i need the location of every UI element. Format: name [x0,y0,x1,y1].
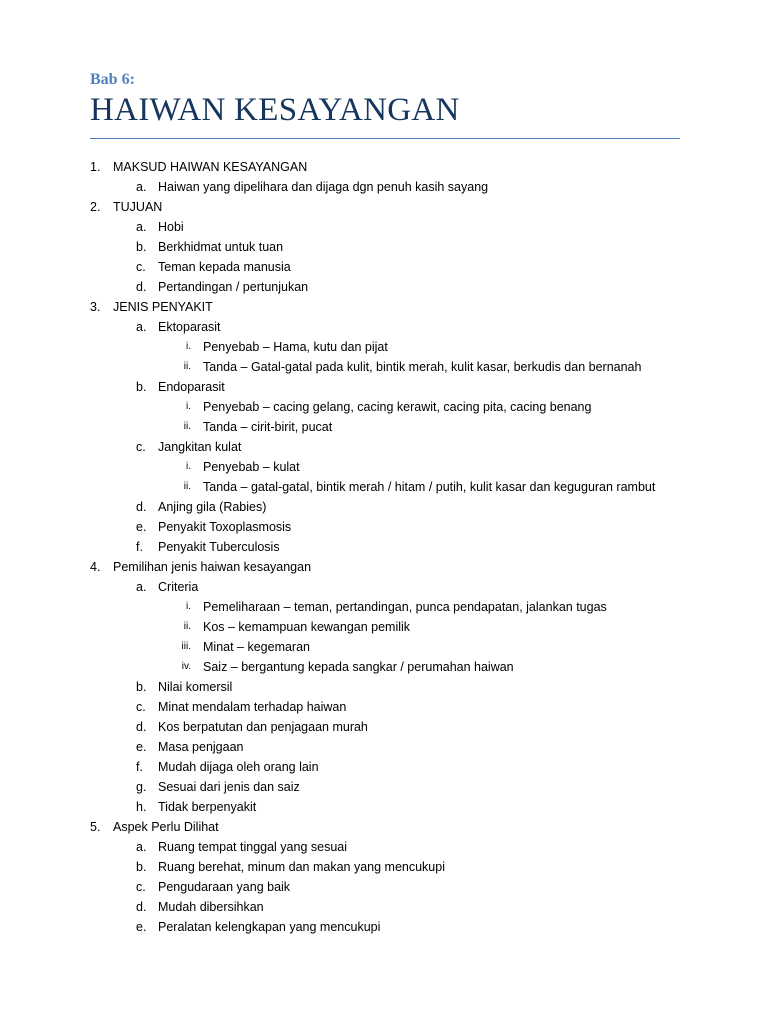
list-item [0,197,768,217]
list-item-text: Tanda – cirit-birit, pucat [203,420,333,434]
list-item-text: Sesuai dari jenis dan saiz [158,780,300,794]
list-marker: d. [136,500,147,514]
list-marker: ii. [183,621,191,632]
list-item [0,537,768,557]
list-marker: ii. [183,421,191,432]
list-marker: e. [136,520,147,534]
page-title: HAIWAN KESAYANGAN [90,92,460,128]
list-marker: d. [136,280,147,294]
list-item [0,677,768,697]
list-item-text: Mudah dijaga oleh orang lain [158,760,319,774]
list-item [0,437,768,457]
list-item-text: Nilai komersil [158,680,233,694]
list-item-text: Tanda – gatal-gatal, bintik merah / hitam / putih, kulit kasar dan keguguran rambut [203,480,656,494]
list-item-text: Endoparasit [158,380,225,394]
list-item-text: Saiz – bergantung kepada sangkar / perumahan haiwan [203,660,514,674]
list-marker: ii. [183,361,191,372]
list-marker: 5. [90,820,101,834]
list-marker: h. [136,800,147,814]
list-item-text: Anjing gila (Rabies) [158,500,267,514]
list-item [0,497,768,517]
list-marker: a. [136,320,147,334]
list-marker: a. [136,180,147,194]
list-item-text: Ruang berehat, minum dan makan yang mencukupi [158,860,445,874]
list-marker: d. [136,720,147,734]
list-marker: 4. [90,560,101,574]
list-item [0,757,768,777]
list-item [0,297,768,317]
list-marker: c. [136,440,146,454]
list-item [0,917,768,937]
list-marker: b. [136,380,147,394]
list-item [0,877,768,897]
list-item [0,217,768,237]
list-item [0,157,768,177]
list-item-text: Berkhidmat untuk tuan [158,240,284,254]
list-marker: b. [136,240,147,254]
list-item [0,237,768,257]
list-item-text: MAKSUD HAIWAN KESAYANGAN [113,160,308,174]
list-item-text: Ruang tempat tinggal yang sesuai [158,840,348,854]
list-item [0,777,768,797]
list-item-text: Penyebab – Hama, kutu dan pijat [203,340,388,354]
list-item [0,857,768,877]
list-item [0,457,768,477]
list-item [0,317,768,337]
list-item [0,337,768,357]
list-item-text: Mudah dibersihkan [158,900,264,914]
list-item [0,557,768,577]
list-marker: 2. [90,200,101,214]
list-marker: c. [136,700,146,714]
list-marker: a. [136,580,147,594]
list-item-text: Aspek Perlu Dilihat [113,820,219,834]
list-marker: c. [136,260,146,274]
list-marker: g. [136,780,147,794]
list-marker: b. [136,680,147,694]
list-item-text: Penyebab – cacing gelang, cacing kerawit, cacing pita, cacing benang [203,400,592,414]
outline-list [0,157,768,937]
list-marker: a. [136,220,147,234]
list-item [0,377,768,397]
list-item-text: Ektoparasit [158,320,221,334]
list-item-text: Teman kepada manusia [158,260,291,274]
list-item-text: JENIS PENYAKIT [113,300,213,314]
list-item [0,697,768,717]
list-marker: i. [186,401,191,412]
list-marker: ii. [183,481,191,492]
list-item-text: Pemilihan jenis haiwan kesayangan [113,560,312,574]
list-marker: d. [136,900,147,914]
list-item-text: Hobi [158,220,184,234]
list-item [0,717,768,737]
list-item-text: Haiwan yang dipelihara dan dijaga dgn penuh kasih sayang [158,180,489,194]
list-item [0,737,768,757]
list-marker: iii. [181,641,191,652]
list-item [0,837,768,857]
list-item [0,897,768,917]
list-item [0,357,768,377]
list-item [0,657,768,677]
list-item-text: Tidak berpenyakit [158,800,257,814]
list-marker: f. [136,540,143,554]
list-item [0,617,768,637]
list-marker: a. [136,840,147,854]
list-item [0,397,768,417]
list-item-text: Pengudaraan yang baik [158,880,291,894]
list-item [0,417,768,437]
list-item-text: Tanda – Gatal-gatal pada kulit, bintik merah, kulit kasar, berkudis dan bernanah [203,360,642,374]
list-item [0,277,768,297]
list-item-text: Minat – kegemaran [203,640,311,654]
list-item [0,637,768,657]
list-item [0,817,768,837]
list-item [0,577,768,597]
chapter-label: Bab 6: [90,71,135,88]
list-item-text: TUJUAN [113,200,163,214]
list-marker: e. [136,740,147,754]
list-marker: c. [136,880,146,894]
list-marker: 3. [90,300,101,314]
list-marker: i. [186,601,191,612]
list-item-text: Pemeliharaan – teman, pertandingan, punca pendapatan, jalankan tugas [203,600,607,614]
list-item-text: Masa penjgaan [158,740,244,754]
list-item-text: Penyakit Toxoplasmosis [158,520,292,534]
list-marker: 1. [90,160,101,174]
list-item-text: Penyakit Tuberculosis [158,540,280,554]
list-item-text: Pertandingan / pertunjukan [158,280,309,294]
list-marker: iv. [181,661,191,672]
list-item-text: Kos berpatutan dan penjagaan murah [158,720,368,734]
list-item [0,797,768,817]
list-item-text: Peralatan kelengkapan yang mencukupi [158,920,381,934]
list-item [0,177,768,197]
list-item [0,597,768,617]
list-marker: b. [136,860,147,874]
list-item-text: Jangkitan kulat [158,440,242,454]
list-marker: i. [186,341,191,352]
list-marker: i. [186,461,191,472]
list-item [0,257,768,277]
list-item-text: Minat mendalam terhadap haiwan [158,700,347,714]
list-item [0,477,768,497]
list-item-text: Penyebab – kulat [203,460,300,474]
list-item-text: Kos – kemampuan kewangan pemilik [203,620,411,634]
title-divider [90,138,680,139]
list-item [0,517,768,537]
list-item-text: Criteria [158,580,199,594]
list-marker: e. [136,920,147,934]
list-marker: f. [136,760,143,774]
